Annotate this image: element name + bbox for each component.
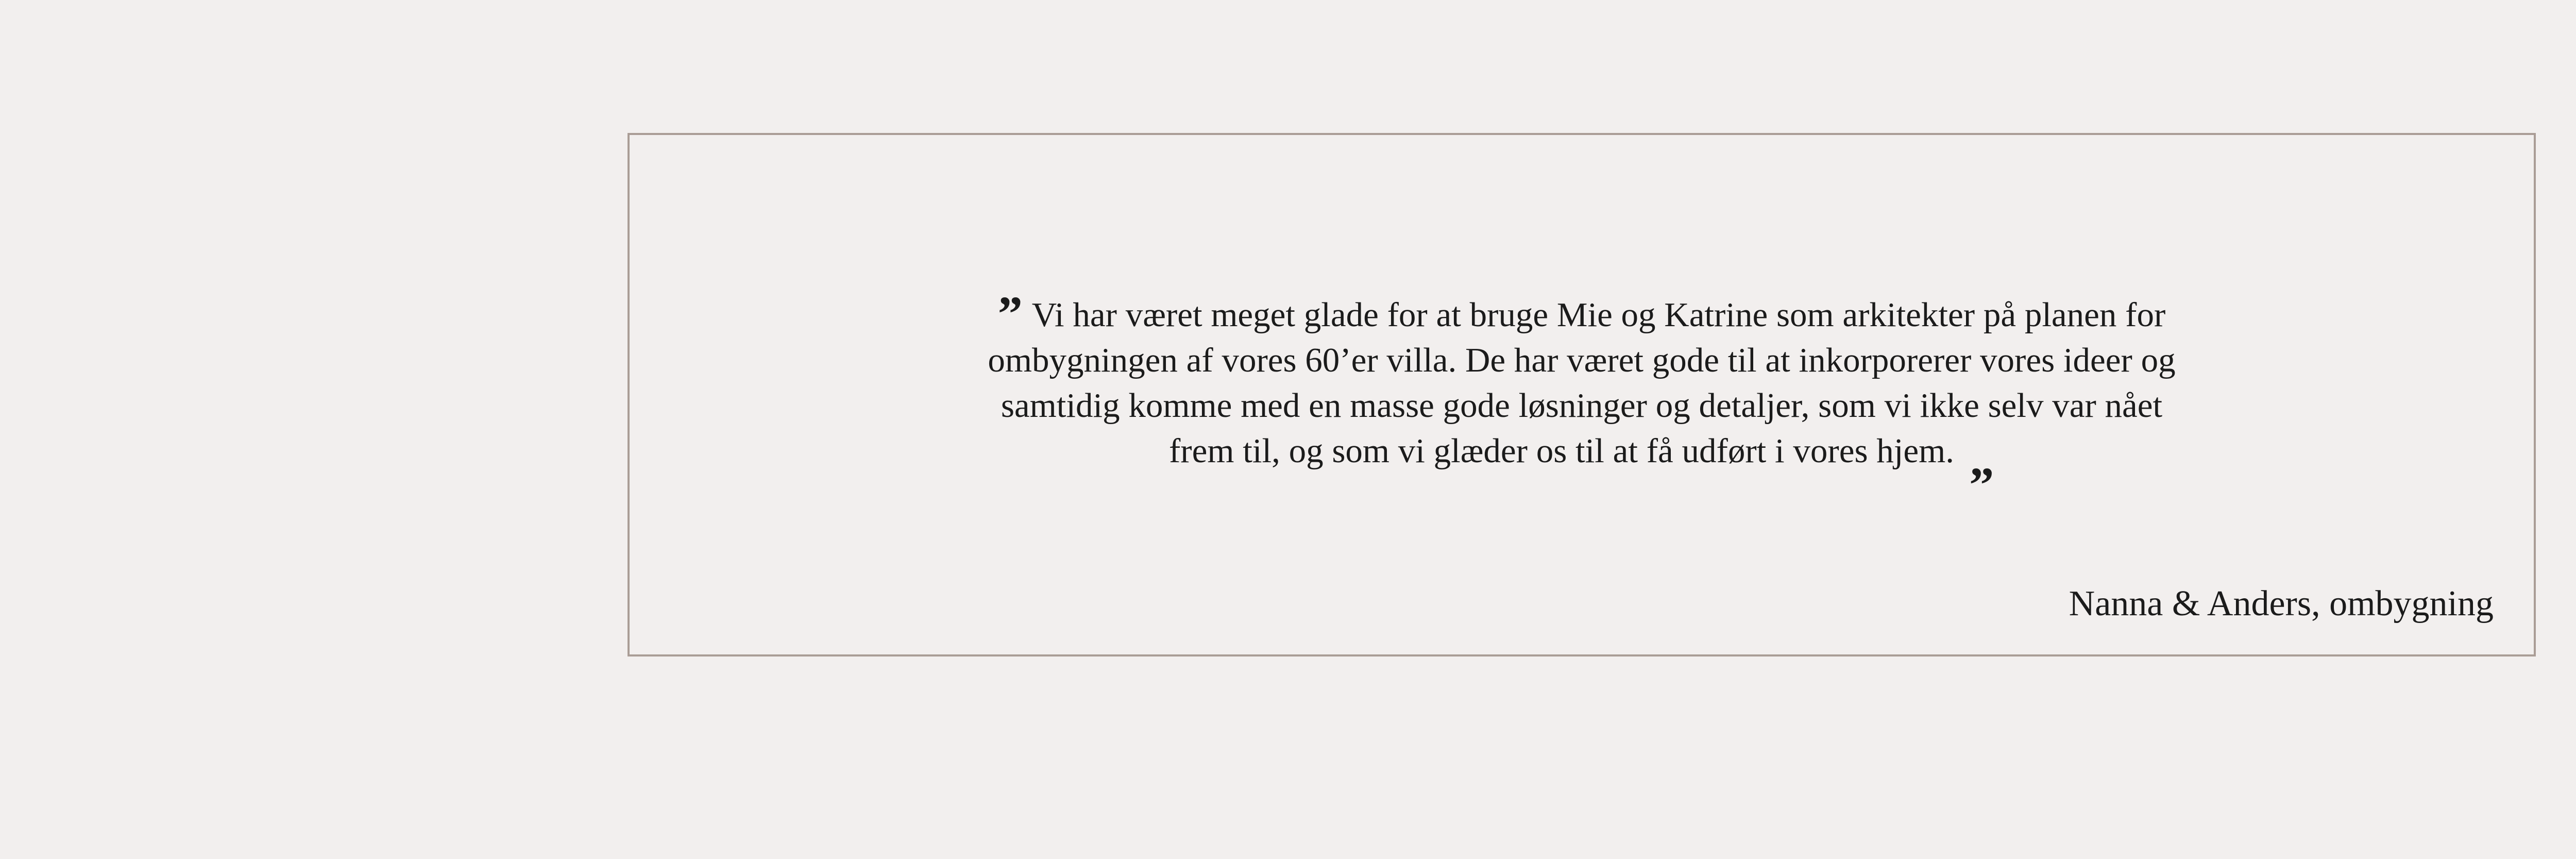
quote-line-2: ombygningen af vores 60’er villa. De har været gode til at inkorporerer vores ideer og xyxy=(988,341,2176,379)
quote-line-1-text: Vi har været meget glade for at bruge Mie og Katrine som arkitekter på planen for xyxy=(1031,296,2166,334)
quote-line-1 xyxy=(630,286,2534,341)
quote-line-4-text: frem til, og som vi glæder os til at få udført i vores hjem. xyxy=(1169,432,1954,470)
testimonial-attribution: Nanna & Anders, ombygning xyxy=(2069,584,2494,624)
open-quote-icon: ” xyxy=(997,286,1023,341)
quote-line-4 xyxy=(630,428,2534,486)
testimonial-quote xyxy=(630,286,2534,486)
testimonial-card xyxy=(628,133,2536,656)
quote-line-3: samtidig komme med en masse gode løsninger og detaljer, som vi ikke selv var nået xyxy=(1001,386,2163,425)
close-quote-icon: „ xyxy=(1970,431,1994,486)
